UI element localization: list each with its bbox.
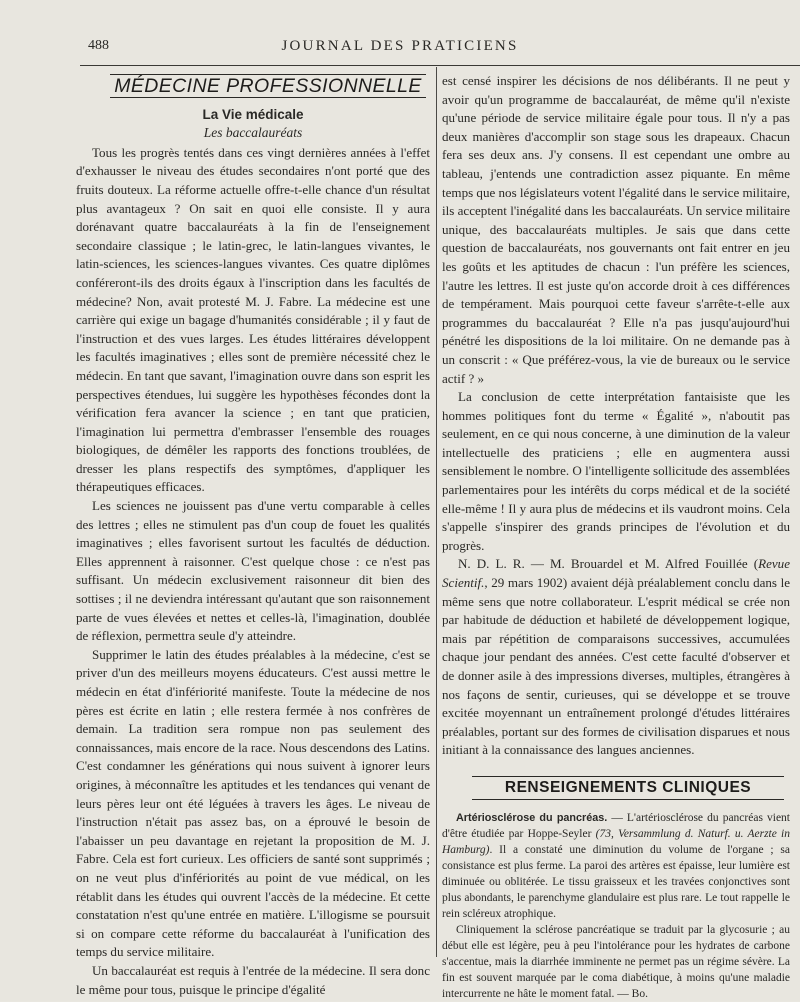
paragraph: Les sciences ne jouissent pas d'une vertu comparable à celles des lettres ; elles ne stimulent pas d'un coup de fouet les qualités imaginatives ; elles favorisent surtout les facultés de déduction. Elles apprennent à raisonner. C'est quelque chose : ce n'est pas suffisant. Un médecin exclusivement raisonneur dit bien des sottises ; il ne deviendra intéressant qu'autant que son raisonnement parte de vues élevées et nettes et celles-là, l'imagination, doublée de réflexion, permettra seule d'y atteindre. [76,498,430,644]
clinical-paragraph [442,810,790,922]
journal-title: JOURNAL DES PRATICIENS [281,38,519,54]
paragraph: La conclusion de cette interprétation fantaisiste que les hommes politiques font du terme « Égalité », n'aboutit pas seulement, en ce qui nous concerne, à une diminution de la valeur intellectuelle des praticiens ; elle en augmentera aussi sensiblement le nombre. O l'intelligente sollicitude des assemblées parlementaires pour les intérêts du corps médical et de la société elle-même ! Il y aura plus de médecins et ils vaudront moins. Cela s'appelle s'inspirer des grands principes de l'évolution et du progrès. [442,389,791,553]
paragraph: Tous les progrès tentés dans ces vingt dernières années à l'effet d'exhausser le niveau des études secondaires n'ont porté que des fruits douteux. La réforme actuelle offre-t-elle chance d'un résultat plus avantageux ? On sait en quoi elle consiste. Il y aura dorénavant quatre baccalauréats à la fin de l'enseignement secondaire classique ; le latin-grec, le latin-langues vivantes, le latin-sciences, les sciences-langues vivantes. Ces quatre diplômes conféreront-ils des droits égaux à l'inscription dans les facultés de médecine? Non, avait protesté M. J. Fabre. La médecine est une carrière qui exige un bagage d'humanités considérable ; il y faut de l'instruction et des vues larges. Les études littéraires développent les facultés imaginatives ; elles sont de première nécessité chez le médecin. En tant que savant, l'imagination ouvre dans son esprit les perspectives étendues, lui suggère les hypothèses fécondes dont la vérification fera avancer la science ; en tant que praticien, l'imagination lui permettra d'embrasser l'ensemble des rouages biologiques, de démêler les rapports des fonctions troublées, de dresser les plans respectifs des symptômes, d'appliquer les thérapeutiques efficaces. [76,144,430,495]
header-rule [80,65,800,66]
paragraph: est censé inspirer les décisions de nos délibérants. Il ne peut y avoir qu'un programme de baccalauréat, de même qu'il n'existe qu'une période de service militaire égale pour tous. Il n'y a pas deux manières d'accomplir son stage sous les drapeaux. Chacun fera ses deux ans. J'y consens. Il est cependant une ombre au tableau, j'entends une contradiction assez piquante. En même temps que nos législateurs votent l'égalité dans le service militaire, ils acceptent l'inégalité dans les baccalauréats. Un service militaire unique, des baccalauréats multiples. Je sais que dans cette question de baccalauréats, nos gouvernants ont fait entrer en jeu les goûts et les aptitudes de chacun : l'un préfère les sciences, l'autre les lettres. Il est juste qu'on accorde droit à ces différences de tempérament. Mais pourquoi cette faveur s'arrête-t-elle aux programmes du baccalauréat ? Elle n'a pas jusqu'aujourd'hui pénétré les dispositions de la loi militaire. On ne demande pas à un conscrit : « Que préférez-vous, la vie de bureaux ou le service actif ? » [442,73,790,386]
paragraph: Un baccalauréat est requis à l'entrée de la médecine. Il sera donc le même pour tous, puisque le principe d'égalité [76,962,430,997]
right-column [442,72,790,1002]
section-title: MÉDECINE PROFESSIONNELLE [110,74,426,98]
clinical-notes [442,810,790,1002]
clinical-text: — L'artériosclérose du pancréas vient d'être étudiée par Hoppe-Seyler [442,811,790,840]
left-column [76,72,430,999]
clinical-reference: (73, Versammlung d. Naturf. u. Aerzte in Hamburg) [442,827,791,856]
editor-note [442,555,790,760]
running-head [0,38,800,60]
section-title-clinical: RENSEIGNEMENTS CLINIQUES [472,776,784,800]
article-subtitle: Les baccalauréats [203,125,303,141]
article-title: La Vie médicale [202,106,304,122]
clinical-text: . Il a constaté une diminution du volume de l'organe ; sa consistance est plus ferme. La paroi des artères est épaisse, leur lumière est diminuée ou oblitérée. Le tissu graisseux et les travées conjonctives sont plus abondants, le parenchyme glandulaire est plus rare. Le tout rappelle le rein scléreux atrophique. [442,843,790,920]
editor-note-lead: N. D. L. R. — M. Brouardel et M. Alfred Fouillée ( [458,556,759,572]
editor-note-source: Revue Scientif. [442,556,790,591]
paragraph: Supprimer le latin des études préalables à la médecine, c'est se priver d'un des meilleurs moyens éducateurs. C'est aussi mettre le médecin en état d'infériorité manifeste. Toute la médecine de nos pères est écrite en latin ; elle restera fermée à nos confrères de demain. La tradition sera rompue non pas seulement des connaissances, mais encore de la race. Nous descendons des Latins. C'est condamner les générations qui nous suivent à ignorer leurs origines, à méconnaître les aptitudes et les tendances qui venant de leurs pères leur ont été léguées à travers les âges. Le niveau de l'instruction n'était pas assez bas, on a éprouvé le besoin de l'abaisser un peu davantage en rejetant la proposition de M. J. Fabre. Cela est fort curieux. Les officiers de santé sont supprimés ; on ne veut plus d'infériorités au point de vue médical, on les rétablit dans les études qui ouvrent l'accès de la médecine. Et cette constatation n'est qu'une entrée en matière. L'illogisme se poursuit si on compare cette réforme du baccalauréat à l'unification des temps du service militaire. [76,646,430,960]
page-number: 488 [88,38,109,53]
column-divider [436,67,437,957]
clinical-run-in-title: Artériosclérose du pancréas. [456,811,608,824]
clinical-paragraph: Cliniquement la sclérose pancréatique se traduit par la glycosurie ; au début elle est légère, peu à peu l'intolérance pour les hydrates de carbone s'accentue, mais la diarrhée imminente ne permet pas un régime sévère. La fin est souvent marquée par le coma diabétique, à moins qu'une maladie intercurrente ne hâte le moment fatal. — Bo. [442,923,790,1000]
editor-note-body: , 29 mars 1902) avaient déjà préalablement conclu dans le même sens que notre collaborateur. L'esprit médical se crée non par habitude de déduction et habileté de développement logique, mais par répétition de comparaisons successives, accumulées chaque jour pendant des années. C'est cette faculté d'observer et de donner asile à des impressions diverses, multiples, étrangères à nos façons de sentir, curieuses, qui se développe et se trouve excitée moyennant un entraînement prolongé d'études littéraires préalables, portant sur des formes de civilisation disparues et nous initiant à la connaissance des langues anciennes. [442,575,790,758]
